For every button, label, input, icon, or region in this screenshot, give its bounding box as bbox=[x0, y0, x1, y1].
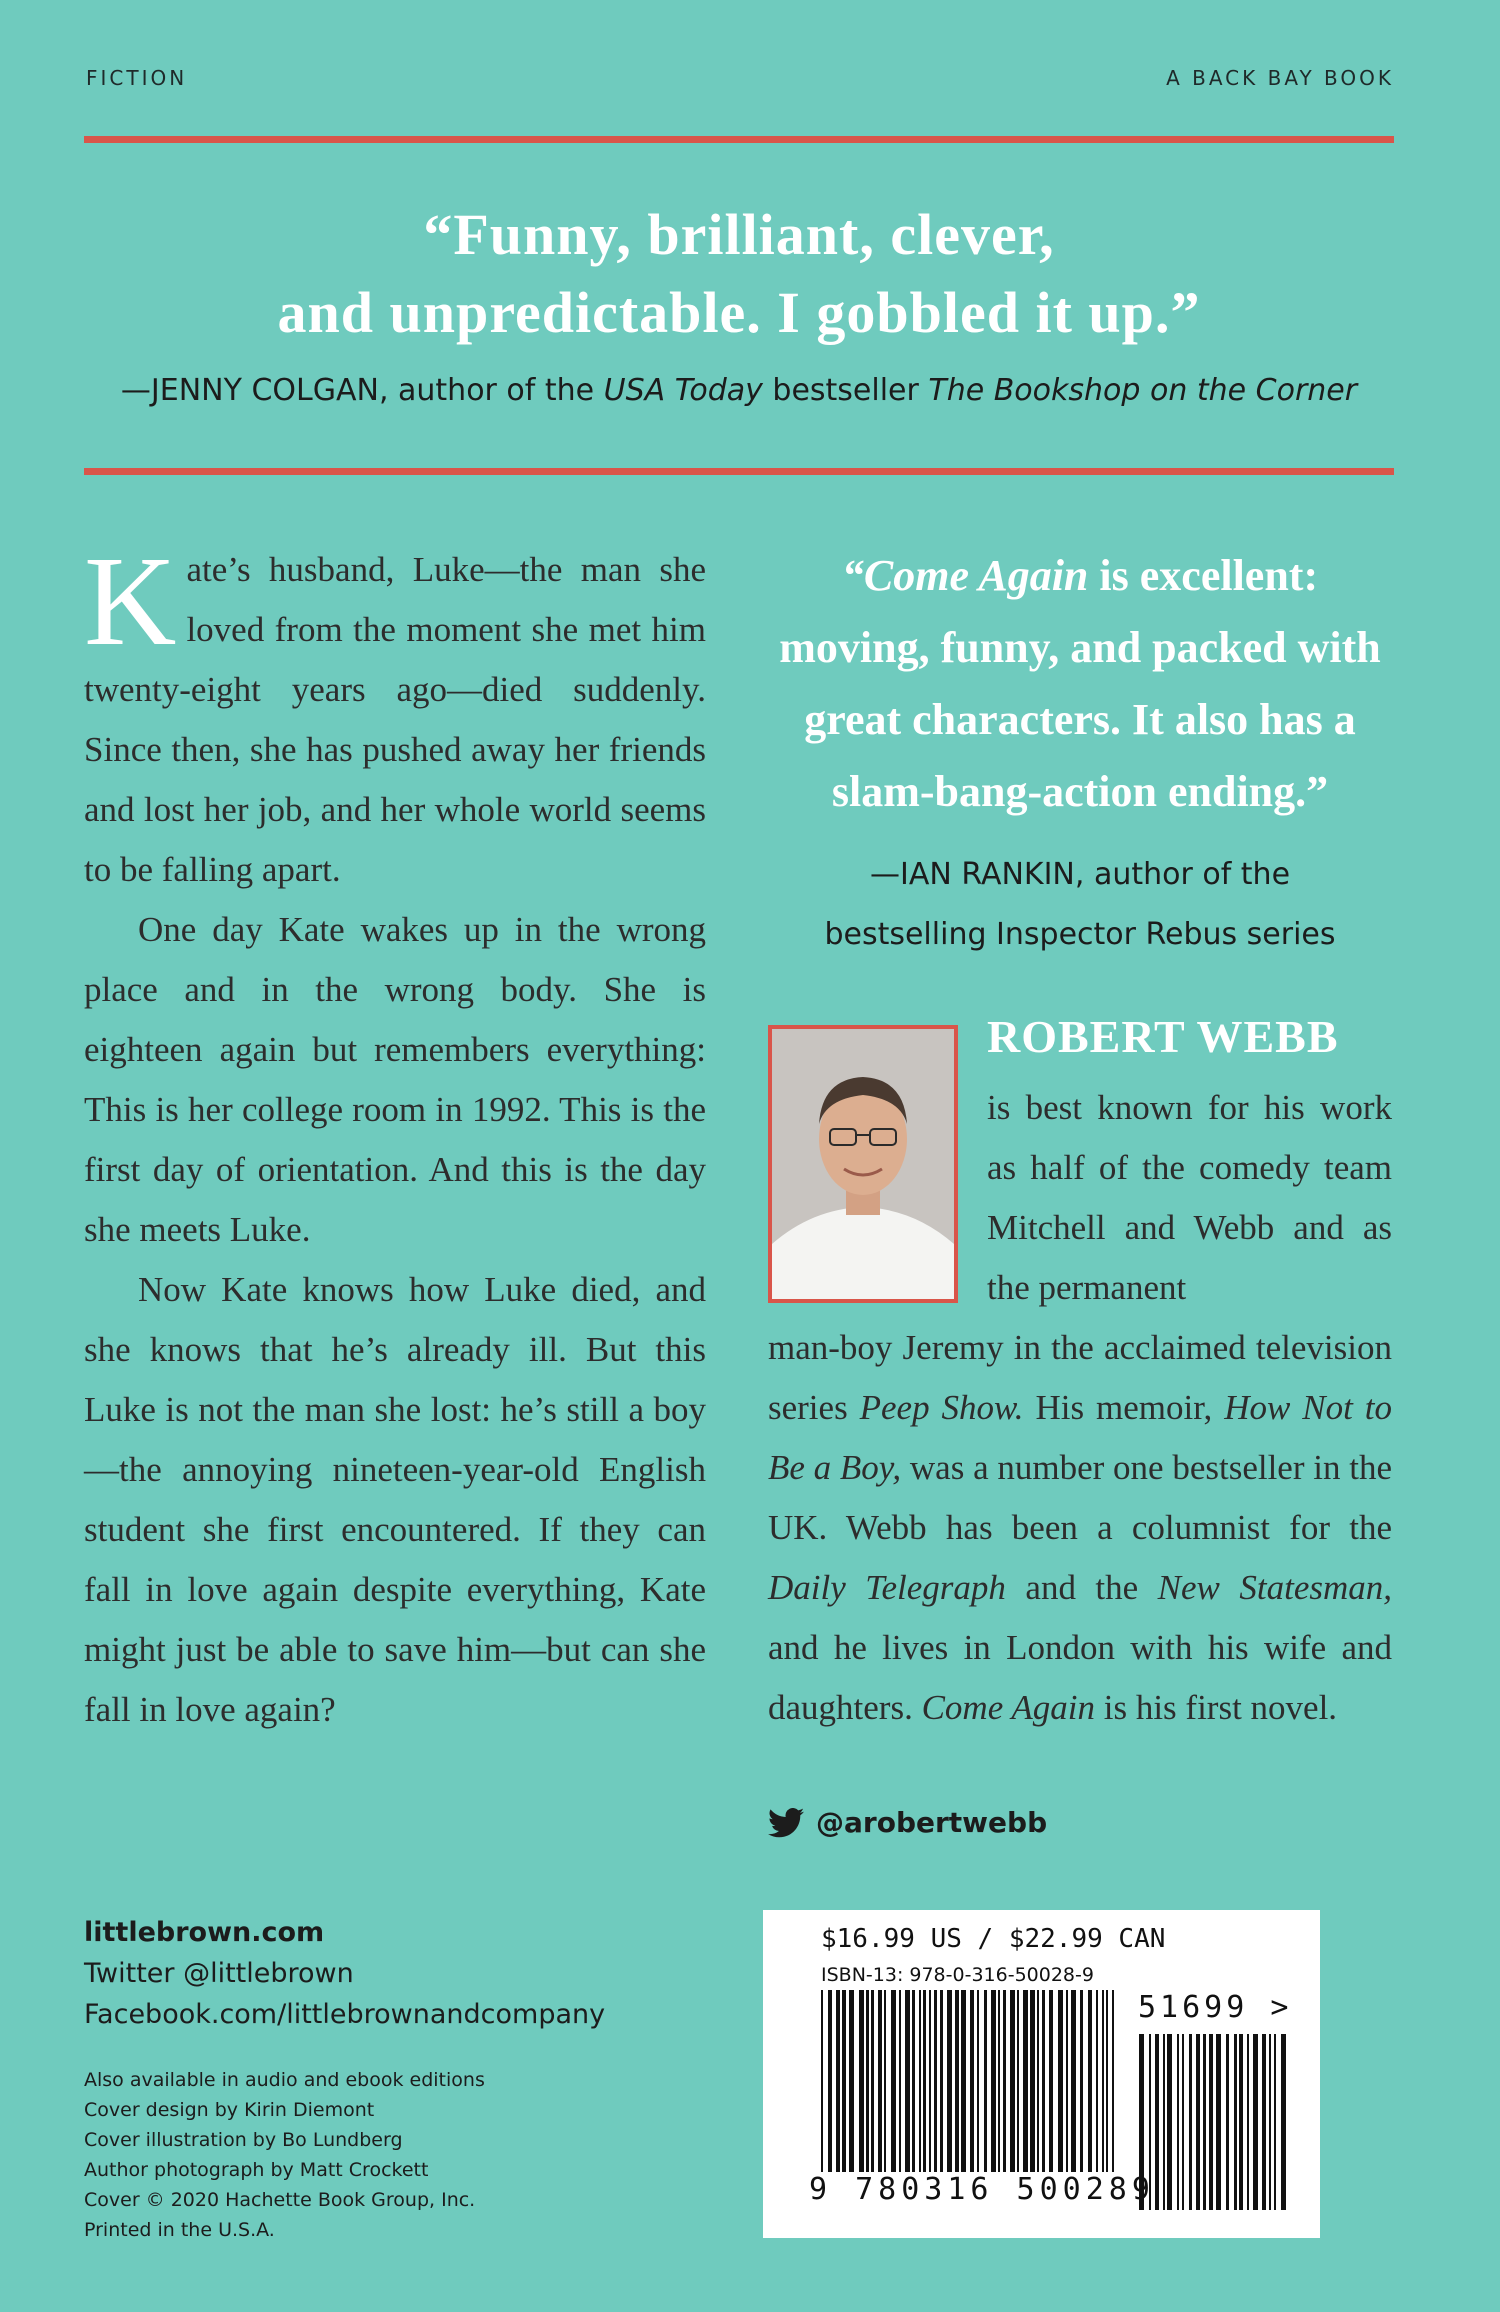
side-attr-name: —IAN RANKIN bbox=[869, 857, 1075, 892]
barcode-bar bbox=[961, 1990, 966, 2172]
credit-line-4: Author photograph by Matt Crockett bbox=[84, 2159, 429, 2181]
author-portrait-icon bbox=[772, 1029, 954, 1299]
bio-memoir-title: How Not to Be a Boy, bbox=[768, 1388, 1392, 1487]
credit-line-2: Cover design by Kirin Diemont bbox=[84, 2099, 375, 2121]
barcode-bar bbox=[912, 1990, 915, 2172]
barcode-bar bbox=[1167, 2034, 1172, 2210]
barcode-bar bbox=[1226, 2034, 1229, 2210]
barcode-bar bbox=[1274, 2034, 1276, 2210]
barcode-bar bbox=[905, 1990, 910, 2172]
synopsis bbox=[84, 530, 706, 1740]
top-rule bbox=[84, 136, 1394, 143]
bio-show-title: Peep Show. bbox=[859, 1388, 1024, 1427]
barcode-bar bbox=[1088, 1990, 1092, 2172]
drop-cap: K bbox=[84, 530, 177, 672]
bio-paper-2: New Statesman, bbox=[1157, 1568, 1393, 1607]
barcode-bar bbox=[1080, 1990, 1083, 2172]
barcode-bar bbox=[919, 1990, 921, 2172]
credits bbox=[84, 2065, 485, 2245]
barcode-bar bbox=[1155, 2034, 1159, 2210]
barcode-bar bbox=[929, 1990, 931, 2172]
side-quote-title: “Come Again bbox=[841, 551, 1089, 600]
barcode-bar bbox=[859, 1990, 864, 2172]
barcode-bar bbox=[828, 1990, 832, 2172]
barcode-bar bbox=[1003, 1990, 1006, 2172]
attr-publication: USA Today bbox=[603, 373, 763, 408]
barcode-bar bbox=[1112, 1990, 1114, 2172]
barcode-isbn: ISBN-13: 978-0-316-50028-9 bbox=[821, 1964, 1094, 1986]
barcode-bar bbox=[849, 1990, 854, 2172]
side-quote-line4: slam-bang-action ending.” bbox=[831, 767, 1329, 816]
bio-text-a2: man-boy Jeremy in the acclaimed television series bbox=[768, 1328, 1392, 1427]
barcode-bar bbox=[1189, 2034, 1192, 2210]
side-attr-text: , author of the bbox=[1074, 857, 1291, 892]
author-bio-top bbox=[987, 1078, 1392, 1318]
barcode-bar bbox=[1017, 1990, 1019, 2172]
barcode-bar bbox=[1253, 2034, 1258, 2210]
barcode-bar bbox=[940, 1990, 943, 2172]
author-name: ROBERT WEBB bbox=[987, 1011, 1339, 1062]
synopsis-paragraph-2: One day Kate wakes up in the wrong place and in the wrong body. She is eighteen again but remembers everything: This is her college room in 1992. This is the first day of orientation. And this is the day she meets Luke. bbox=[84, 910, 706, 1249]
side-quote-line1-text: is excellent: bbox=[1088, 551, 1319, 600]
barcode-bar bbox=[947, 1990, 952, 2172]
barcode-addon-bars bbox=[1139, 2034, 1289, 2210]
lead-quote-attribution bbox=[84, 373, 1394, 408]
barcode-bar bbox=[970, 1990, 974, 2172]
twitter-bird-icon bbox=[768, 1808, 804, 1838]
barcode-bar bbox=[998, 1990, 1000, 2172]
side-quote-attribution bbox=[740, 845, 1420, 965]
bio-text-d: and the bbox=[1005, 1568, 1158, 1607]
author-twitter[interactable] bbox=[768, 1806, 1047, 1839]
author-bio bbox=[768, 1318, 1392, 1738]
barcode-bar bbox=[842, 1990, 846, 2172]
bio-text-f: is his first novel. bbox=[1094, 1688, 1338, 1727]
barcode-bar bbox=[1163, 2034, 1165, 2210]
barcode-bar bbox=[821, 1990, 823, 2172]
barcode-bar bbox=[1182, 2034, 1184, 2210]
credit-line-1: Also available in audio and ebook editions bbox=[84, 2069, 485, 2091]
synopsis-text-1: ate’s husband, Luke—the man she loved from the moment she met him twenty-eight years ago—died suddenly. Since then, she has pushed away her friends and lost her job, and her whole world seems to be falling apart. bbox=[84, 550, 706, 889]
attr-text-2: bestseller bbox=[762, 373, 929, 408]
attr-name: —JENNY COLGAN bbox=[120, 373, 379, 408]
barcode-bar bbox=[1049, 1990, 1053, 2172]
bio-paper-1: Daily Telegraph bbox=[768, 1568, 1006, 1607]
barcode-bar bbox=[871, 1990, 874, 2172]
barcode-bar bbox=[977, 1990, 979, 2172]
author-photo bbox=[768, 1025, 958, 1303]
credit-line-3: Cover illustration by Bo Lundberg bbox=[84, 2129, 403, 2151]
lead-quote-line1: “Funny, brilliant, clever, bbox=[423, 202, 1055, 267]
barcode-panel bbox=[763, 1910, 1320, 2238]
barcode-bar bbox=[1196, 2034, 1200, 2210]
side-quote-line1 bbox=[740, 540, 1420, 612]
credit-line-5: Cover © 2020 Hachette Book Group, Inc. bbox=[84, 2189, 476, 2211]
barcode-bar bbox=[836, 1990, 840, 2172]
bio-text-b: His memoir, bbox=[1023, 1388, 1225, 1427]
barcode-bar bbox=[1071, 1990, 1076, 2172]
twitter-handle: @arobertwebb bbox=[816, 1806, 1048, 1839]
side-quote-line3: great characters. It also has a bbox=[804, 695, 1356, 744]
bio-text-c: was a number one bestseller in the UK. Webb has been a columnist for the bbox=[768, 1448, 1392, 1547]
synopsis-paragraph-3: Now Kate knows how Luke died, and she knows that he’s already ill. But this Luke is not the man she lost: he’s still a boy—the annoying nineteen-year-old English student she first encountered. If they can fall in love again despite everything, Kate might just be able to save him—but can she fall in love again? bbox=[84, 1270, 706, 1729]
lead-quote-line2: and unpredictable. I gobbled it up.” bbox=[277, 280, 1201, 345]
barcode-bar bbox=[1281, 2034, 1286, 2210]
barcode-bar bbox=[878, 1990, 882, 2172]
barcode-bar bbox=[1010, 1990, 1015, 2172]
barcode-addon-number: 51699 > bbox=[1138, 1990, 1293, 2025]
barcode-bar bbox=[1066, 1990, 1068, 2172]
barcode-bar bbox=[955, 1990, 959, 2172]
barcode-bar bbox=[1102, 1990, 1104, 2172]
attr-text: , author of the bbox=[378, 373, 604, 408]
barcode-main-bars bbox=[821, 1990, 1121, 2172]
publisher-links bbox=[84, 1912, 605, 2035]
attr-book-title: The Bookshop on the Corner bbox=[928, 373, 1358, 408]
barcode-bar bbox=[891, 1990, 896, 2172]
credit-line-6: Printed in the U.S.A. bbox=[84, 2219, 275, 2241]
middle-rule bbox=[84, 468, 1394, 475]
barcode-bar bbox=[1239, 2034, 1243, 2210]
barcode-bar bbox=[1042, 1990, 1045, 2172]
barcode-bar bbox=[1030, 1990, 1035, 2172]
bio-novel-title: Come Again bbox=[921, 1688, 1095, 1727]
barcode-bar bbox=[1023, 1990, 1028, 2172]
barcode-bar bbox=[1203, 2034, 1206, 2210]
barcode-bar bbox=[991, 1990, 996, 2172]
side-attr-line1 bbox=[740, 845, 1420, 905]
barcode-bar bbox=[923, 1990, 926, 2172]
genre-label: FICTION bbox=[86, 66, 188, 90]
imprint-label: A BACK BAY BOOK bbox=[1166, 66, 1394, 90]
barcode-bar bbox=[1269, 2034, 1271, 2210]
synopsis-paragraph-1 bbox=[84, 530, 706, 900]
side-quote-line2: moving, funny, and packed with bbox=[779, 623, 1381, 672]
bio-text-a: is best known for his work as half of the comedy team Mitchell and Webb and as the permanent bbox=[987, 1088, 1392, 1307]
barcode-bar bbox=[984, 1990, 987, 2172]
barcode-bar bbox=[899, 1990, 901, 2172]
bio-text-e: and he lives in London with his wife and daughters. bbox=[768, 1628, 1392, 1727]
publisher-twitter-link[interactable]: Twitter @littlebrown bbox=[84, 1958, 354, 1989]
barcode-bar bbox=[1037, 1990, 1039, 2172]
lead-quote bbox=[84, 196, 1394, 352]
barcode-bar bbox=[934, 1990, 937, 2172]
side-attr-line2: bestselling Inspector Rebus series bbox=[824, 917, 1336, 952]
barcode-bar bbox=[1216, 2034, 1221, 2210]
barcode-bar bbox=[866, 1990, 869, 2172]
barcode-bar bbox=[1262, 2034, 1266, 2210]
publisher-website-link[interactable]: littlebrown.com bbox=[84, 1917, 325, 1948]
barcode-bar bbox=[1234, 2034, 1237, 2210]
barcode-bar bbox=[1247, 2034, 1249, 2210]
barcode-bar bbox=[1106, 1990, 1108, 2172]
barcode-bar bbox=[1096, 1990, 1098, 2172]
barcode-bar bbox=[1177, 2034, 1179, 2210]
barcode-digits: 9 780316 500289 bbox=[809, 2172, 1155, 2207]
barcode-bar bbox=[1209, 2034, 1213, 2210]
publisher-facebook-link[interactable]: Facebook.com/littlebrownandcompany bbox=[84, 1999, 606, 2030]
barcode-price: $16.99 US / $22.99 CAN bbox=[821, 1924, 1166, 1954]
side-quote bbox=[740, 540, 1420, 828]
barcode-bar bbox=[1058, 1990, 1063, 2172]
barcode-bar bbox=[884, 1990, 886, 2172]
